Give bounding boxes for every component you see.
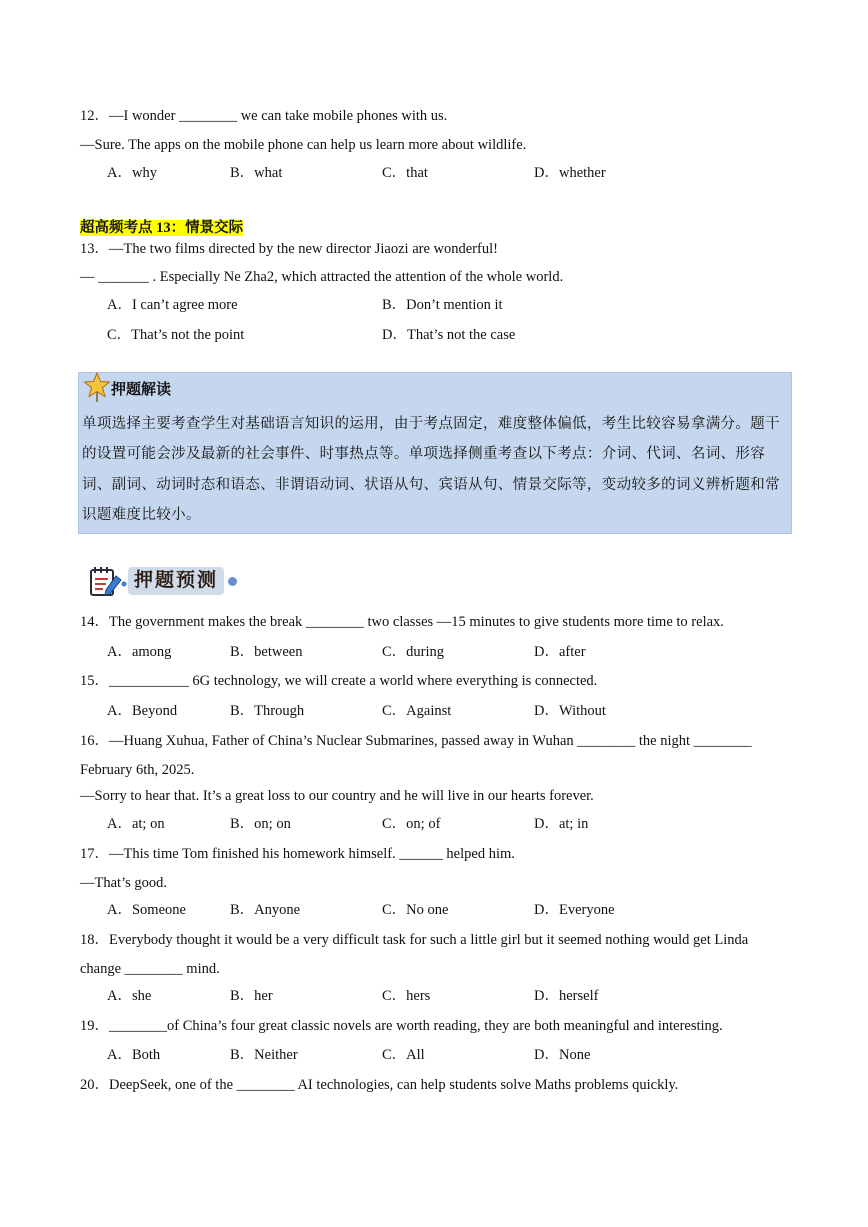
question-12-stem: 12．—I wonder ________ we can take mobile phones with us. [80,108,448,124]
q15-option-a: A．Beyond [107,703,178,719]
q15-option-b: B．Through [230,703,305,719]
question-16-reply: —Sorry to hear that. It’s a great loss to our country and he will live in our hearts forever. [80,788,594,804]
q18-option-b: B．her [230,988,273,1004]
analysis-text: 单项选择主要考查学生对基础语言知识的运用，由于考点固定，难度整体偏低，考生比较容易拿满分。题干的设置可能会涉及最新的社会事件、时事热点等。单项选择侧重考查以下考点：介词、代词、名词、形容词、副词、动词时态和语态、非谓语动词、状语从句、宾语从句、情景交际等，变动较多的词义辨析题和常识题难度比较小。 [82,416,780,523]
q13-option-c: C．That’s not the point [107,327,245,343]
q19-option-a: A．Both [107,1047,161,1063]
q16-option-b: B．on; on [230,816,291,832]
section-heading-13-text: 超高频考点 13：情景交际 [80,220,244,236]
q16-option-a: A．at; on [107,816,165,832]
question-13-reply: — _______ . Especially Ne Zha2, which attracted the attention of the whole world. [80,269,564,285]
notepad-pencil-icon [88,566,128,603]
q19-option-b: B．Neither [230,1047,298,1063]
question-16-stem-cont: February 6th, 2025. [80,762,195,778]
q12-option-a: A．why [107,165,157,181]
q12-option-d: D．whether [534,165,606,181]
q13-option-d: D．That’s not the case [382,327,516,343]
q14-option-c: C．during [382,644,445,660]
question-19-stem: 19．________of China’s four great classic novels are worth reading, they are both meaningful and interesting. [80,1018,723,1034]
question-18-stem: 18．Everybody thought it would be a very difficult task for such a little girl but it seemed nothing would get Linda [80,932,749,948]
question-13-stem: 13．—The two films directed by the new director Jiaozi are wonderful! [80,241,498,257]
q17-option-c: C．No one [382,902,449,918]
q12-option-b: B．what [230,165,283,181]
q17-option-d: D．Everyone [534,902,615,918]
q12-option-c: C．that [382,165,428,181]
question-16-stem: 16．—Huang Xuhua, Father of China’s Nuclear Submarines, passed away in Wuhan ________ the night ________ [80,733,752,749]
section-heading-13 [80,219,243,237]
q14-option-b: B．between [230,644,303,660]
q14-option-a: A．among [107,644,172,660]
question-20-stem: 20．DeepSeek, one of the ________ AI technologies, can help students solve Maths problems quickly. [80,1077,679,1093]
question-14-stem: 14．The government makes the break ________ two classes —15 minutes to give students more time to relax. [80,614,724,630]
q19-option-c: C．All [382,1047,425,1063]
q15-option-d: D．Without [534,703,606,719]
q14-option-d: D．after [534,644,586,660]
star-icon [83,371,111,408]
q16-option-d: D．at; in [534,816,589,832]
question-15-stem: 15．___________ 6G technology, we will create a world where everything is connected. [80,673,598,689]
q17-option-b: B．Anyone [230,902,301,918]
q18-option-a: A．she [107,988,152,1004]
prediction-title: 押题预测 [128,567,224,595]
q19-option-d: D．None [534,1047,591,1063]
q16-option-c: C．on; of [382,816,441,832]
q18-option-d: D．herself [534,988,599,1004]
q13-option-a: A．I can’t agree more [107,297,238,313]
analysis-title: 押题解读 [111,382,172,398]
dot-icon [228,577,237,586]
question-18-stem-cont: change ________ mind. [80,961,220,977]
q18-option-c: C．hers [382,988,431,1004]
q15-option-c: C．Against [382,703,452,719]
question-12-reply: —Sure. The apps on the mobile phone can help us learn more about wildlife. [80,137,527,153]
q17-option-a: A．Someone [107,902,186,918]
q13-option-b: B．Don’t mention it [382,297,503,313]
analysis-box [78,372,792,534]
question-17-stem: 17．—This time Tom finished his homework himself. ______ helped him. [80,846,515,862]
prediction-banner [86,566,241,598]
question-17-reply: —That’s good. [80,875,167,891]
